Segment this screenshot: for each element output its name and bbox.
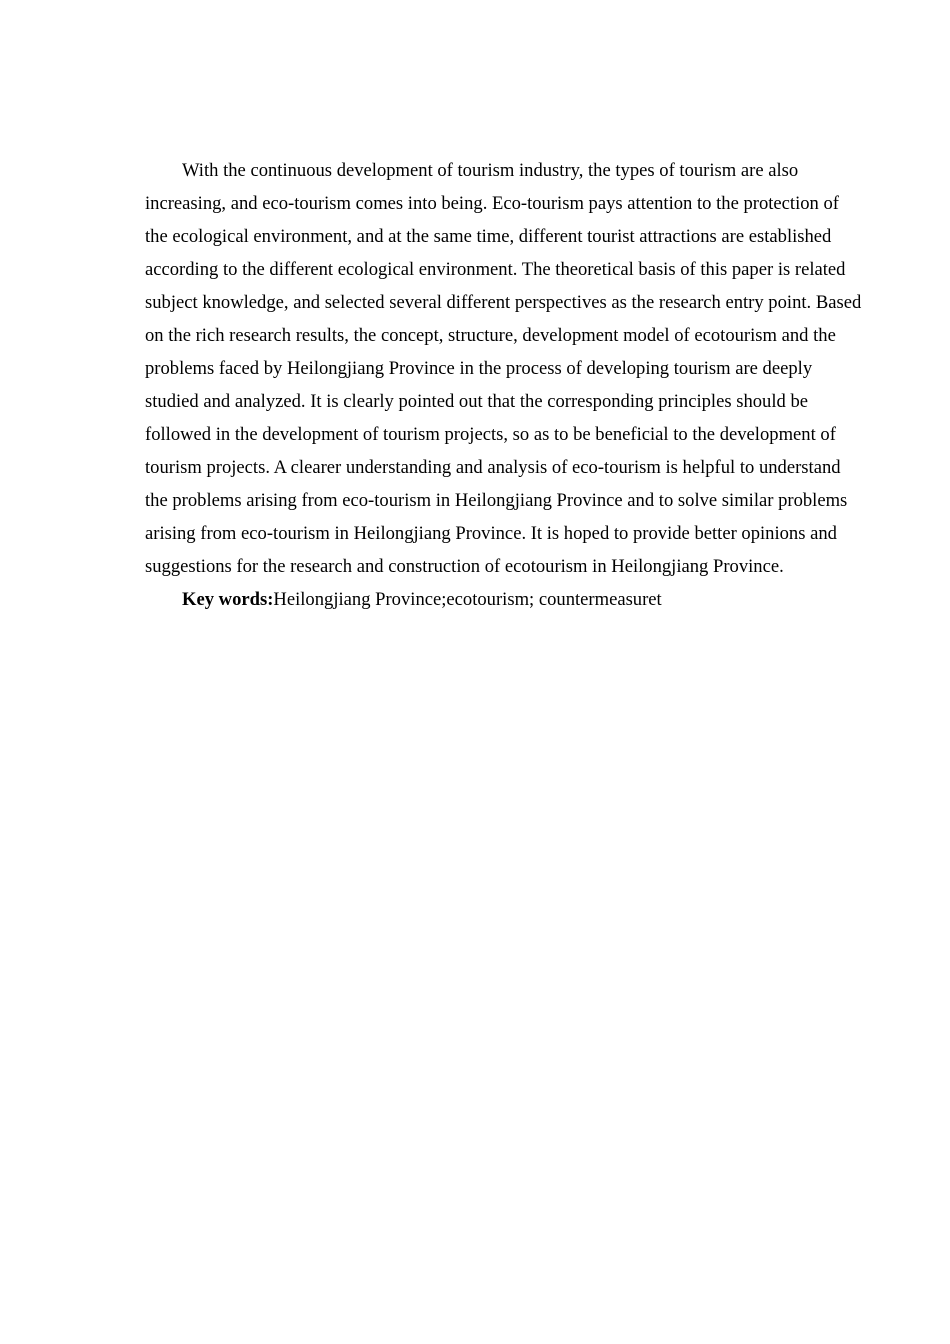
keywords-label: Key words: <box>182 589 274 610</box>
abstract-section <box>145 154 862 616</box>
abstract-body: With the continuous development of tourism industry, the types of tourism are also increasing, and eco-tourism comes into being. Eco-tourism pays attention to the protection of the ecological environment, and at the same time, different tourist attractions are established according to the different ecological environment. The theoretical basis of this paper is related subject knowledge, and selected several different perspectives as the research entry point. Based on the rich research results, the concept, structure, development model of ecotourism and the problems faced by Heilongjiang Province in the process of developing tourism are deeply studied and analyzed. It is clearly pointed out that the corresponding principles should be followed in the development of tourism projects, so as to be beneficial to the development of tourism projects. A clearer understanding and analysis of eco-tourism is helpful to understand the problems arising from eco-tourism in Heilongjiang Province and to solve similar problems arising from eco-tourism in Heilongjiang Province. It is hoped to provide better opinions and suggestions for the research and construction of ecotourism in Heilongjiang Province. <box>145 160 862 577</box>
keywords-value: Heilongjiang Province;ecotourism; countermeasuret <box>273 589 662 610</box>
keywords-line <box>145 583 862 616</box>
